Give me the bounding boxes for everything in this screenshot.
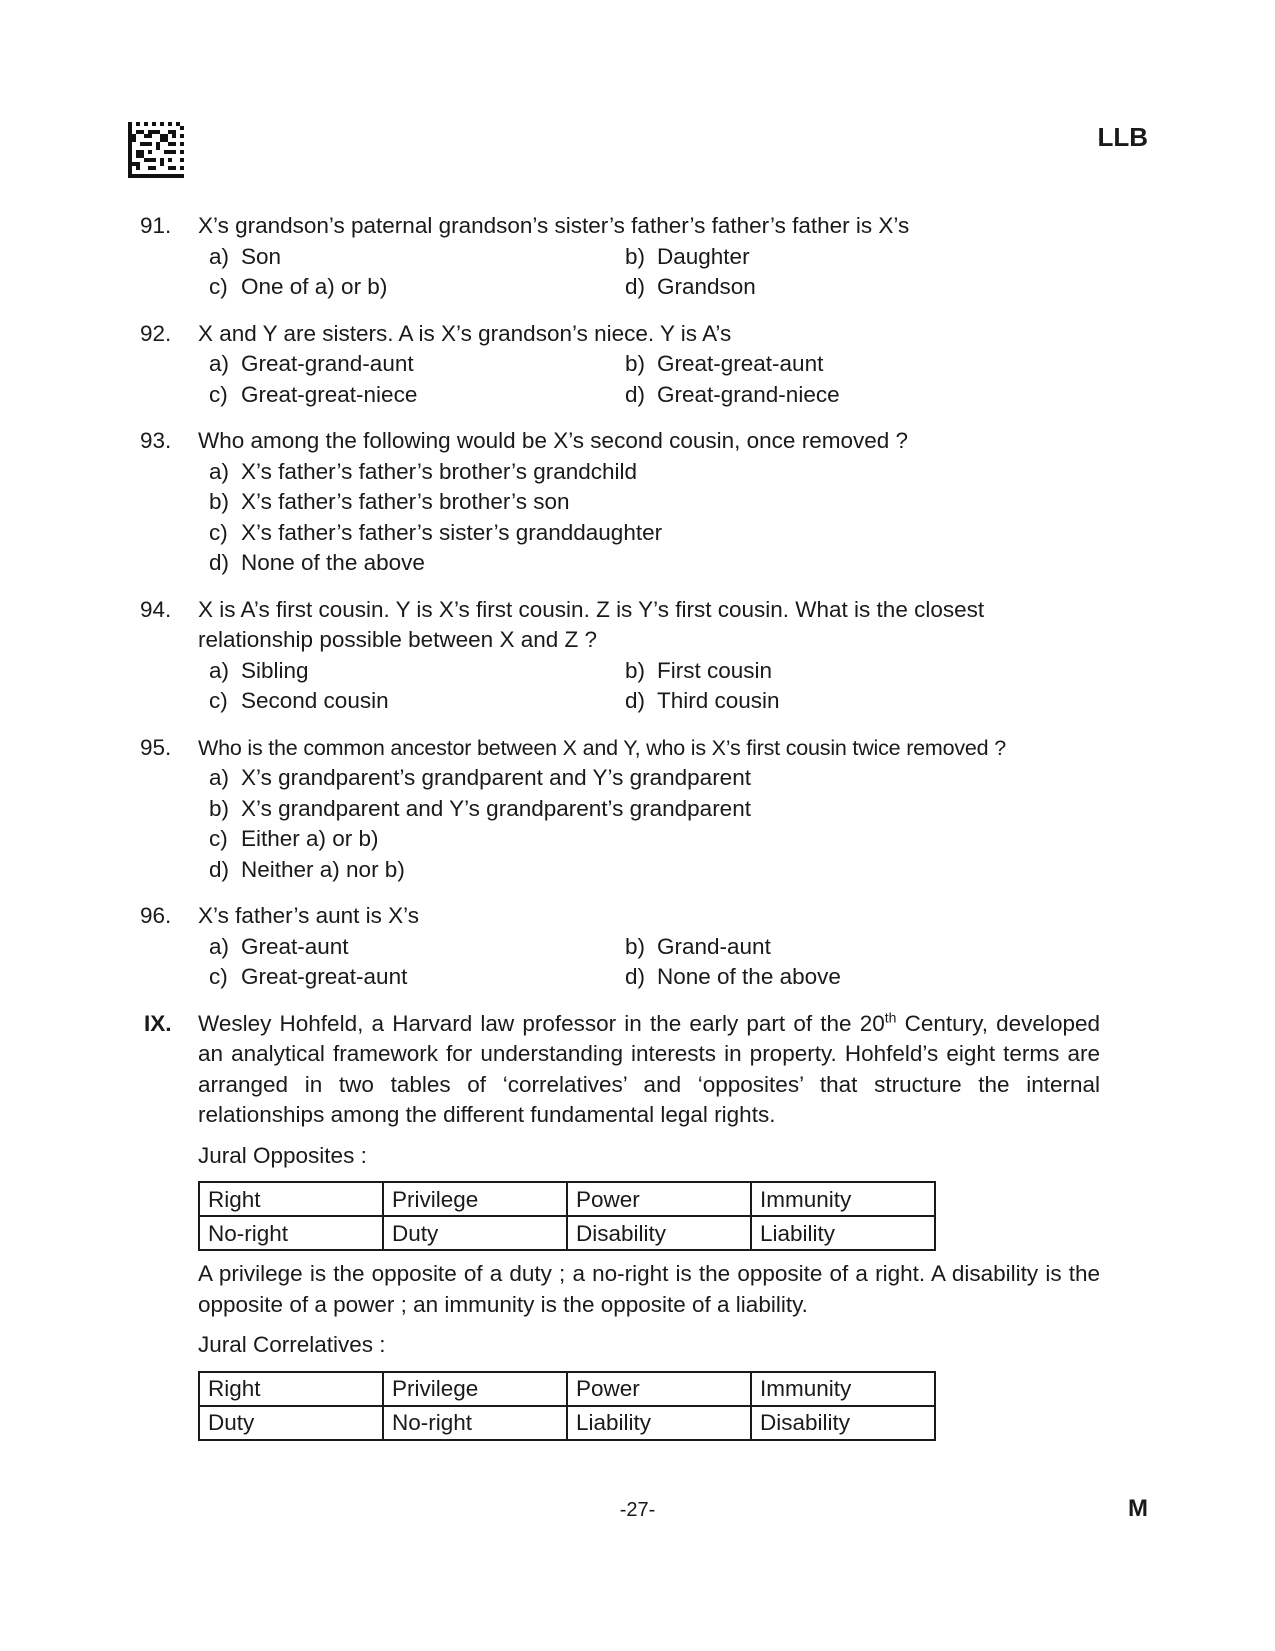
option-label: c) (209, 826, 228, 851)
option-label: c) (209, 688, 228, 713)
option-label: c) (209, 274, 228, 299)
table-cell: Privilege (383, 1372, 567, 1406)
option-label: a) (209, 933, 230, 959)
option-label: b) (625, 933, 646, 959)
option-label: b) (625, 351, 646, 376)
option-c (209, 518, 1100, 549)
table-cell: Liability (751, 1216, 935, 1250)
option-label: d) (625, 964, 646, 989)
question-text: Who among the following would be X’s second cousin, once removed ? (198, 428, 909, 453)
table-row (199, 1406, 935, 1440)
option-d (625, 380, 1041, 411)
option-text: First cousin (657, 657, 773, 683)
section-ix (140, 1009, 1100, 1441)
option-d (625, 686, 1041, 717)
question-number: 93. (140, 428, 172, 453)
option-text: None of the above (241, 550, 425, 575)
question-content (140, 211, 1100, 1449)
question-96 (140, 901, 1100, 993)
option-b (625, 656, 1041, 687)
options (198, 457, 1100, 579)
table-cell: Privilege (383, 1182, 567, 1216)
option-label: b) (209, 795, 230, 821)
opposites-caption: Jural Opposites : (198, 1142, 367, 1168)
table-cell: Right (199, 1182, 383, 1216)
option-text: Grand-aunt (657, 933, 771, 959)
options (198, 349, 1100, 410)
option-text: Great-great-niece (241, 381, 418, 407)
exam-code: LLB (1097, 122, 1148, 152)
option-label: a) (209, 657, 230, 683)
question-92 (140, 319, 1100, 411)
option-label: b) (625, 243, 646, 269)
option-label: b) (625, 657, 646, 683)
question-93 (140, 426, 1100, 579)
option-text: X’s father’s father’s brother’s grandchild (241, 458, 638, 484)
option-c (209, 380, 625, 411)
option-a (209, 763, 1100, 794)
option-text: Daughter (657, 243, 750, 269)
datamatrix-code-icon (128, 122, 184, 178)
option-text: Great-grand-niece (657, 381, 840, 407)
option-label: a) (209, 458, 230, 484)
option-text: Grandson (657, 274, 756, 299)
question-text: X’s grandson’s paternal grandson’s sister’s father’s father’s father is X’s (198, 213, 910, 238)
option-b (209, 487, 1100, 518)
option-text: X’s father’s father’s brother’s son (241, 489, 570, 514)
table-cell: Right (199, 1372, 383, 1406)
section-number: IX. (144, 1010, 172, 1036)
option-label: d) (625, 688, 646, 713)
option-b (625, 242, 1041, 273)
table-cell: No-right (199, 1216, 383, 1250)
table-cell: Immunity (751, 1182, 935, 1216)
option-a (209, 656, 625, 687)
option-b (625, 349, 1041, 380)
question-number: 96. (140, 903, 172, 928)
table-row (199, 1372, 935, 1406)
option-b (209, 794, 1100, 825)
option-text: Great-great-aunt (241, 964, 408, 989)
option-label: c) (209, 519, 228, 545)
option-text: Great-grand-aunt (241, 351, 414, 376)
option-a (209, 457, 1100, 488)
opposites-note: A privilege is the opposite of a duty ; a no-right is the opposite of a right. A disability is the opposite of a power ; an immunity is the opposite of a liability. (198, 1261, 1100, 1317)
option-label: d) (209, 550, 230, 575)
table-cell: Duty (383, 1216, 567, 1250)
table-cell: Immunity (751, 1372, 935, 1406)
question-number: 94. (140, 596, 172, 622)
option-c (209, 686, 625, 717)
option-label: a) (209, 243, 230, 269)
options (198, 932, 1100, 993)
option-label: c) (209, 964, 228, 989)
option-label: b) (209, 489, 230, 514)
question-text: X and Y are sisters. A is X’s grandson’s niece. Y is A’s (198, 320, 732, 346)
page-number: -27- (619, 1499, 656, 1521)
option-text: Son (241, 243, 282, 269)
table-cell: Disability (567, 1216, 751, 1250)
option-text: Great-great-aunt (657, 351, 824, 376)
question-94 (140, 595, 1100, 717)
option-c (209, 824, 1100, 855)
question-number: 91. (140, 213, 172, 238)
question-95 (140, 733, 1100, 886)
correlatives-caption: Jural Correlatives : (198, 1332, 386, 1357)
question-text: Who is the common ancestor between X and Y, who is X’s first cousin twice removed ? (198, 735, 1006, 760)
table-cell: Duty (199, 1406, 383, 1440)
option-text: X’s grandparent and Y’s grandparent’s grandparent (241, 795, 751, 821)
options (198, 656, 1100, 717)
options (198, 242, 1100, 303)
table-cell: Power (567, 1372, 751, 1406)
option-text: Third cousin (657, 688, 780, 713)
option-c (209, 272, 625, 303)
option-text: Neither a) nor b) (241, 856, 405, 882)
paragraph-text: Wesley Hohfeld, a Harvard law professor in the early part of the 20 (198, 1010, 885, 1036)
option-label: d) (209, 856, 230, 882)
ordinal-suffix: th (884, 1009, 897, 1025)
option-label: d) (625, 381, 646, 407)
jural-correlatives-table (198, 1371, 936, 1441)
table-cell: Power (567, 1182, 751, 1216)
question-number: 92. (140, 320, 172, 346)
option-d (209, 548, 1100, 579)
option-a (209, 932, 625, 963)
option-a (209, 349, 625, 380)
option-b (625, 932, 1041, 963)
option-label: a) (209, 765, 230, 790)
table-cell: Liability (567, 1406, 751, 1440)
jural-opposites-table (198, 1181, 936, 1251)
table-cell: No-right (383, 1406, 567, 1440)
question-text: X is A’s first cousin. Y is X’s first cousin. Z is Y’s first cousin. What is the closest relationship possible between X and Z ? (198, 596, 985, 652)
question-text: X’s father’s aunt is X’s (198, 903, 419, 928)
table-cell: Disability (751, 1406, 935, 1440)
question-91 (140, 211, 1100, 303)
option-d (625, 962, 1041, 993)
series-code: M (1128, 1495, 1148, 1522)
option-text: None of the above (657, 964, 841, 989)
option-text: One of a) or b) (241, 274, 388, 299)
option-d (625, 272, 1041, 303)
option-a (209, 242, 625, 273)
option-d (209, 855, 1100, 886)
option-c (209, 962, 625, 993)
option-label: d) (625, 274, 646, 299)
option-text: X’s father’s father’s sister’s granddaughter (241, 519, 663, 545)
option-text: Great-aunt (241, 933, 349, 959)
option-text: Second cousin (241, 688, 389, 713)
table-row (199, 1216, 935, 1250)
table-row (199, 1182, 935, 1216)
option-text: Either a) or b) (241, 826, 379, 851)
question-number: 95. (140, 734, 172, 760)
options (198, 763, 1100, 885)
option-text: X’s grandparent’s grandparent and Y’s grandparent (241, 765, 751, 790)
option-label: a) (209, 351, 230, 376)
section-paragraph (198, 1009, 1100, 1131)
option-text: Sibling (241, 657, 309, 683)
option-label: c) (209, 381, 228, 407)
paragraph-text: Century, developed an analytical framework for understanding interests in property. Hohfeld’s eight terms are arranged in two tables of ‘correlatives’ and ‘opposites’ that structure the internal relationships among the different fundamental legal rights. (198, 1010, 1100, 1127)
